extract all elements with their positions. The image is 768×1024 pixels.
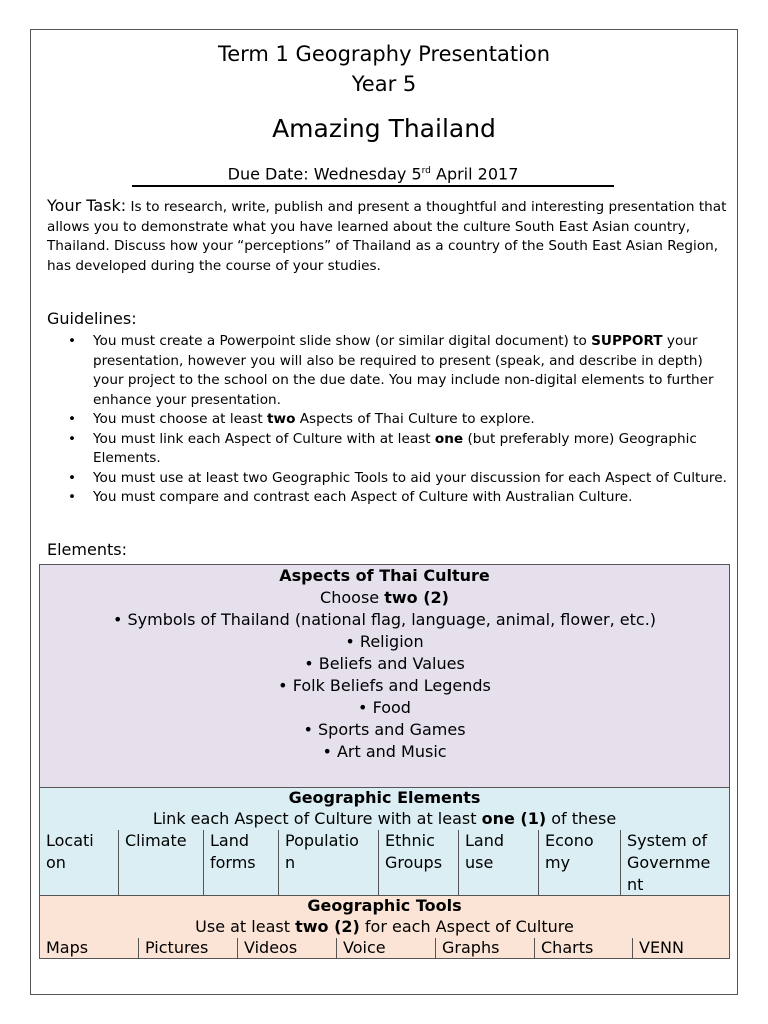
geo-elements-title: Geographic Elements bbox=[288, 788, 481, 807]
guideline-item: • You must create a Powerpoint slide show (or similar digital document) to SUPPORT your presentation, however you will also be required to present (speak, and describe in depth) your project to the school on the due date. You may include non-digital elements to further enhance your presentation. bbox=[93, 332, 732, 410]
aspect-item: • Religion bbox=[40, 631, 729, 653]
aspect-item: • Food bbox=[40, 697, 729, 719]
geographic-tools-cell bbox=[40, 896, 730, 959]
geo-elements-subtitle: Link each Aspect of Culture with at least one (1) of these bbox=[152, 809, 617, 828]
page-title: Amazing Thailand bbox=[272, 114, 496, 143]
guideline-item: • You must use at least two Geographic Tools to aid your discussion for each Aspect of Culture. bbox=[93, 469, 732, 489]
geo-tool-cell: Graphs bbox=[436, 938, 535, 958]
geo-element-cell: Land use bbox=[459, 830, 539, 895]
guidelines-list bbox=[47, 332, 732, 508]
title-line-1: Term 1 Geography Presentation bbox=[217, 42, 551, 66]
aspects-choose: Choose two (2) bbox=[320, 588, 449, 607]
aspects-cell bbox=[40, 565, 730, 788]
geo-element-cell: Land forms bbox=[204, 830, 279, 895]
geographic-elements-cell bbox=[40, 788, 730, 896]
aspects-title: Aspects of Thai Culture bbox=[279, 566, 490, 585]
due-date: Due Date: Wednesday 5rd April 2017 bbox=[132, 160, 614, 187]
elements-heading: Elements: bbox=[47, 540, 127, 559]
guideline-item: • You must compare and contrast each Aspect of Culture with Australian Culture. bbox=[93, 488, 732, 508]
geo-tool-cell: Videos bbox=[238, 938, 337, 958]
geo-tools-title: Geographic Tools bbox=[307, 896, 462, 915]
aspect-item: • Art and Music bbox=[40, 741, 729, 763]
task-label: Your Task: bbox=[47, 196, 127, 215]
elements-table bbox=[39, 564, 730, 959]
geo-tool-cell: VENN bbox=[639, 938, 684, 957]
geo-tool-cell: Voice bbox=[337, 938, 436, 958]
geo-element-cell: Climate bbox=[119, 830, 204, 895]
task-paragraph bbox=[47, 196, 727, 276]
title-line-2: Year 5 bbox=[351, 72, 417, 96]
aspect-item: • Symbols of Thailand (national flag, language, animal, flower, etc.) bbox=[40, 609, 729, 631]
geo-tool-cell: Maps bbox=[40, 938, 139, 958]
geo-tools-subtitle: Use at least two (2) for each Aspect of Culture bbox=[195, 917, 574, 936]
geo-tools-row bbox=[40, 938, 729, 958]
geo-element-cell: Populatio n bbox=[279, 830, 379, 895]
geo-element-cell: System of Governme nt bbox=[627, 831, 711, 894]
geo-element-cell: Econo my bbox=[539, 830, 621, 895]
geo-element-cell: Locati on bbox=[40, 830, 119, 895]
geo-tool-cell: Pictures bbox=[139, 938, 238, 958]
aspect-item: • Folk Beliefs and Legends bbox=[40, 675, 729, 697]
aspect-item: • Sports and Games bbox=[40, 719, 729, 741]
aspects-list bbox=[40, 609, 729, 763]
guideline-item: • You must choose at least two Aspects of Thai Culture to explore. bbox=[93, 410, 732, 430]
guidelines-heading: Guidelines: bbox=[47, 309, 137, 328]
geo-tool-cell: Charts bbox=[535, 938, 633, 958]
geo-element-cell: Ethnic Groups bbox=[379, 830, 459, 895]
task-text: Is to research, write, publish and present a thoughtful and interesting presentation that allows you to demonstrate what you have learned about the culture South East Asian country, Thailand. Discuss how your “perceptions” of Thailand as a country of the South East Asian Region, has developed during the course of your studies. bbox=[47, 199, 727, 274]
guideline-item: • You must link each Aspect of Culture with at least one (but preferably more) Geographic Elements. bbox=[93, 430, 732, 469]
aspect-item: • Beliefs and Values bbox=[40, 653, 729, 675]
geo-elements-row bbox=[40, 830, 729, 895]
